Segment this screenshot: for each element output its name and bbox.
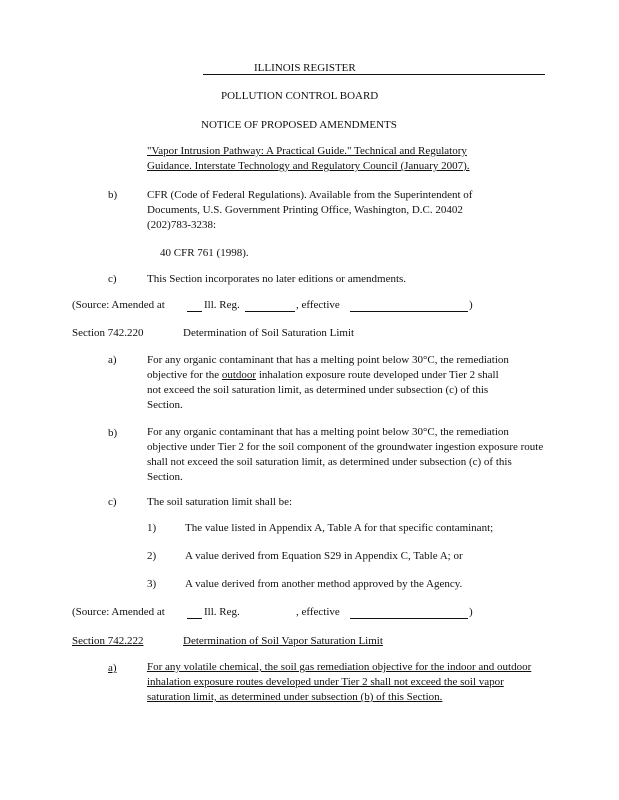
outdoor-insertion: outdoor: [221, 369, 257, 381]
section-220-c-label: c): [108, 496, 117, 508]
blank-date: [350, 311, 468, 312]
source-effective: , effective: [296, 606, 340, 618]
reference-b-label: b): [108, 189, 118, 201]
list-item-1-text: The value listed in Appendix A, Table A for that specific contaminant;: [185, 522, 494, 534]
reference-b-cite: 40 CFR 761 (1998).: [160, 247, 249, 259]
section-220-a-line4: Section.: [147, 399, 183, 411]
section-220-a-line2: objective for the outdoor inhalation exposure route developed under Tier 2 shall: [147, 369, 499, 381]
reference-a-line2: Guidance. Interstate Technology and Regulatory Council (January 2007).: [147, 160, 470, 172]
section-220-c-text: The soil saturation limit shall be:: [147, 496, 293, 508]
register-title: ILLINOIS REGISTER: [254, 62, 356, 74]
list-item-3-label: 3): [147, 578, 157, 590]
source-prefix: (Source: Amended at: [72, 606, 165, 618]
reference-c-label: c): [108, 273, 117, 285]
blank-volume: [187, 311, 202, 312]
section-222-title: Determination of Soil Vapor Saturation Limit: [183, 635, 383, 647]
section-222-a-label: a): [108, 662, 117, 674]
section-220-title: Determination of Soil Saturation Limit: [183, 327, 355, 339]
source-ill-reg: Ill. Reg.: [204, 606, 240, 618]
section-220-number: Section 742.220: [72, 327, 144, 339]
list-item-1-label: 1): [147, 522, 157, 534]
source-prefix: (Source: Amended at: [72, 299, 165, 311]
reference-c-text: This Section incorporates no later editions or amendments.: [147, 273, 407, 285]
blank-volume: [187, 618, 202, 619]
section-220-a-label: a): [108, 354, 117, 366]
source-close: ): [469, 299, 473, 311]
section-220-b-text: For any organic contaminant that has a melting point below 30°C, the remediation objective under Tier 2 for the soil component of the groundwater ingestion exposure route shall not exceed the soil saturation limit, as determined under subsection (c) of this Section.: [147, 426, 544, 483]
section-222-number: Section 742.222: [72, 635, 144, 647]
source-ill-reg: Ill. Reg.: [204, 299, 240, 311]
reference-b-line2: Documents, U.S. Government Printing Office, Washington, D.C. 20402: [147, 204, 463, 216]
source-close: ): [469, 606, 473, 618]
reference-b-line1: CFR (Code of Federal Regulations). Available from the Superintendent of: [147, 189, 473, 201]
header-rule: [203, 74, 545, 75]
blank-page: [245, 311, 295, 312]
reference-a-line1: "Vapor Intrusion Pathway: A Practical Guide." Technical and Regulatory: [147, 145, 467, 157]
section-222-a-text: For any volatile chemical, the soil gas remediation objective for the indoor and outdoor inhalation exposure routes developed under Tier 2 shall not exceed the soil vapor saturation limit, as determined under subsection (b) of this Section.: [147, 661, 532, 703]
source-effective: , effective: [296, 299, 340, 311]
section-220-a-line3: not exceed the soil saturation limit, as determined under subsection (c) of this: [147, 384, 489, 396]
blank-date: [350, 618, 468, 619]
section-220-b-label: b): [108, 427, 118, 439]
list-item-3-text: A value derived from another method approved by the Agency.: [185, 578, 463, 590]
board-title: POLLUTION CONTROL BOARD: [221, 90, 379, 102]
reference-b-line3: (202)783-3238:: [147, 219, 217, 231]
list-item-2-label: 2): [147, 550, 157, 562]
section-220-a-line1: For any organic contaminant that has a melting point below 30°C, the remediation: [147, 354, 509, 366]
list-item-2-text: A value derived from Equation S29 in Appendix C, Table A; or: [185, 550, 463, 562]
notice-title: NOTICE OF PROPOSED AMENDMENTS: [201, 119, 397, 131]
